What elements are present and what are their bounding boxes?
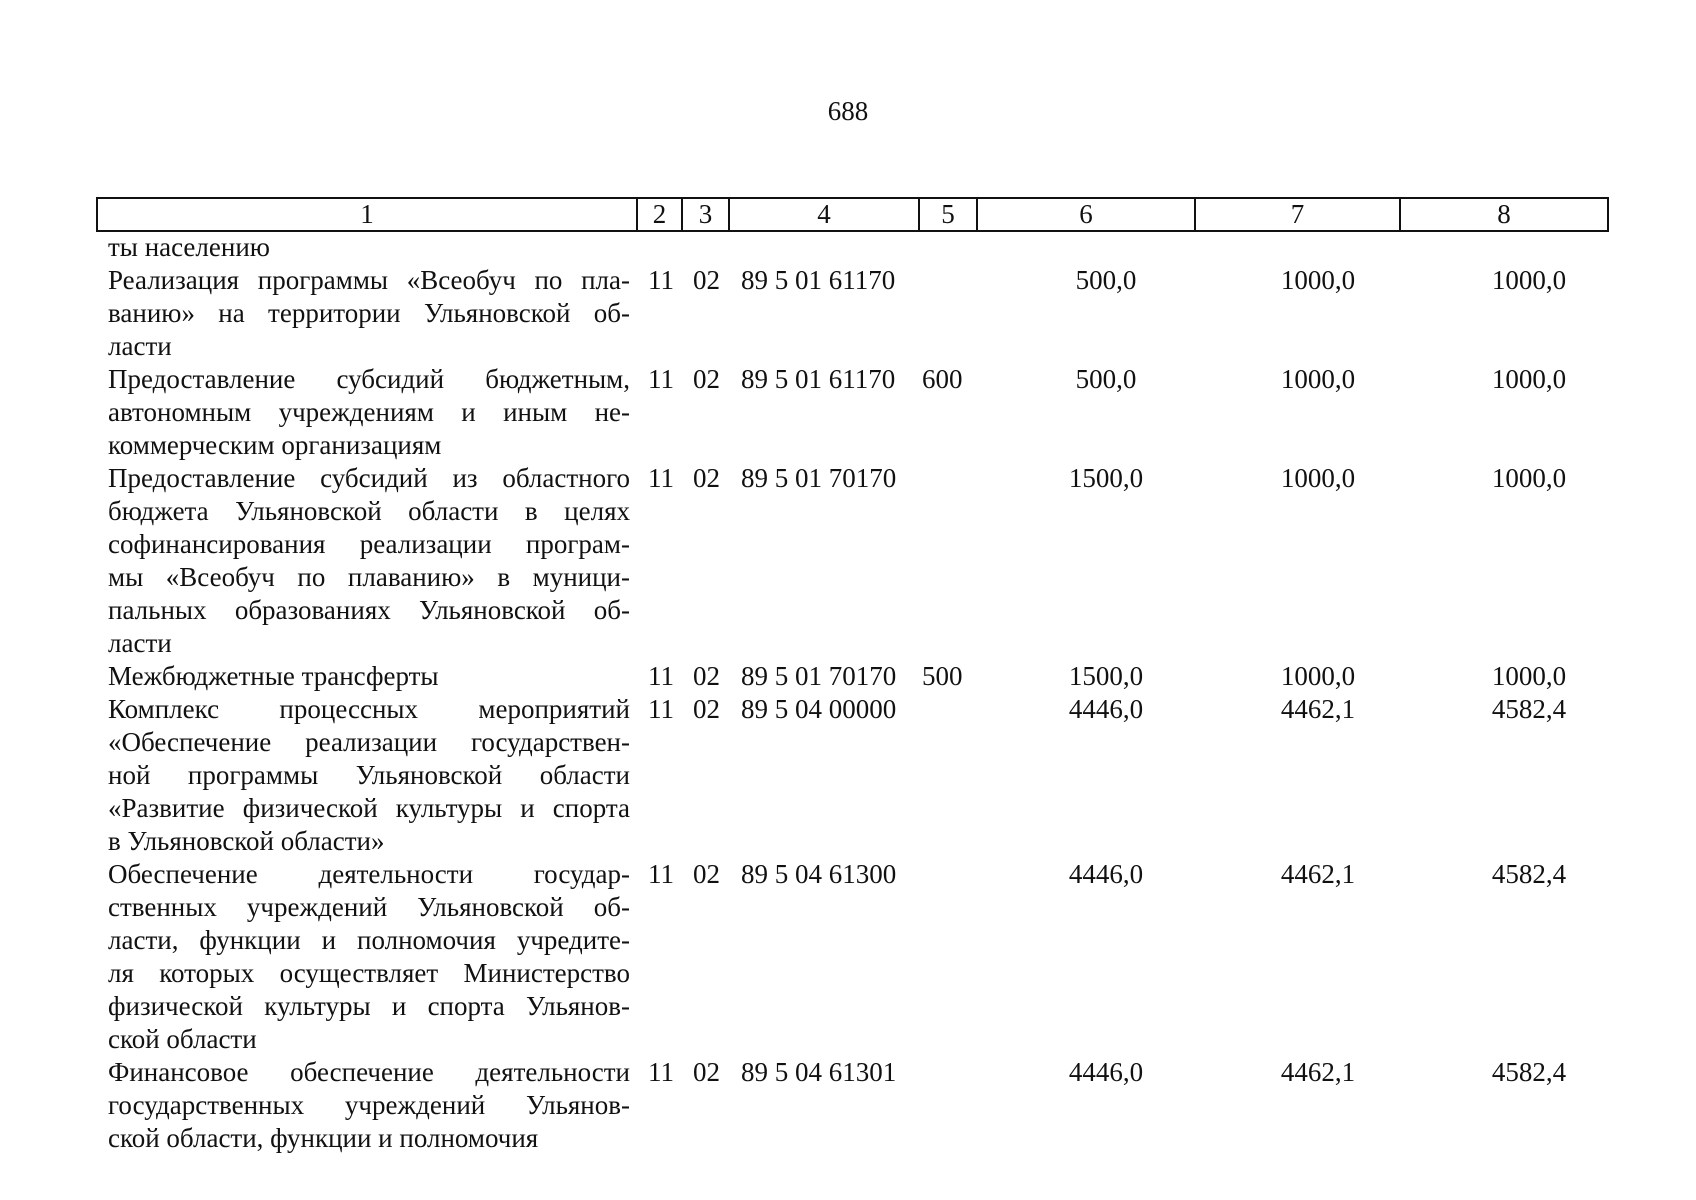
description-line: Предоставление субсидий из областного	[108, 463, 630, 493]
cell-col-3: 02	[693, 661, 720, 691]
description-line: государственных учреждений Ульянов-	[108, 1090, 630, 1120]
row-description	[108, 231, 630, 264]
cell-col-2: 11	[648, 694, 674, 724]
cell-col-7: 1000,0	[1280, 265, 1356, 295]
row-description	[108, 363, 630, 462]
cell-col-8: 1000,0	[1491, 661, 1567, 691]
table-row	[96, 660, 1607, 693]
column-header-5: 5	[919, 198, 977, 231]
description-line: «Развитие физической культуры и спорта	[108, 793, 630, 823]
description-line: пальных образованиях Ульяновской об-	[108, 595, 630, 625]
table-row	[96, 1056, 1607, 1155]
description-line: бюджета Ульяновской области в целях	[108, 496, 630, 526]
cell-col-6: 4446,0	[1068, 859, 1144, 889]
column-header-4: 4	[729, 198, 919, 231]
description-line: физической культуры и спорта Ульянов-	[108, 991, 630, 1021]
row-description	[108, 693, 630, 858]
cell-col-8: 4582,4	[1491, 859, 1567, 889]
row-description	[108, 858, 630, 1056]
description-line: Финансовое обеспечение деятельности	[108, 1057, 630, 1087]
description-line: ласти	[108, 628, 172, 658]
cell-col-6: 500,0	[1075, 265, 1137, 295]
cell-col-6: 4446,0	[1068, 1057, 1144, 1087]
description-line: мы «Всеобуч по плаванию» в муници-	[108, 562, 630, 592]
description-line: Комплекс процессных мероприятий	[108, 694, 630, 724]
column-header-1: 1	[97, 198, 637, 231]
cell-col-3: 02	[693, 265, 720, 295]
description-line: ской области, функции и полномочия	[108, 1123, 539, 1153]
cell-col-4: 89 5 01 70170	[741, 463, 897, 493]
column-header-8: 8	[1400, 198, 1608, 231]
cell-col-7: 1000,0	[1280, 661, 1356, 691]
cell-col-7: 4462,1	[1280, 859, 1356, 889]
description-line: ласти, функции и полномочия учредите-	[108, 925, 630, 955]
cell-col-7: 1000,0	[1280, 463, 1356, 493]
cell-col-7: 4462,1	[1280, 1057, 1356, 1087]
description-line: ной программы Ульяновской области	[108, 760, 630, 790]
description-line: ственных учреждений Ульяновской об-	[108, 892, 630, 922]
description-line: автономным учреждениям и иным не-	[108, 397, 630, 427]
cell-col-2: 11	[648, 265, 674, 295]
column-header-2: 2	[637, 198, 682, 231]
description-line: софинансирования реализации програм-	[108, 529, 630, 559]
cell-col-3: 02	[693, 859, 720, 889]
description-line: Межбюджетные трансферты	[108, 661, 439, 691]
table-row	[96, 231, 1607, 264]
column-header-row	[97, 198, 1608, 231]
cell-col-3: 02	[693, 463, 720, 493]
cell-col-2: 11	[648, 859, 674, 889]
column-header-6: 6	[977, 198, 1195, 231]
description-line: в Ульяновской области»	[108, 826, 385, 856]
cell-col-5: 500	[922, 661, 963, 691]
column-header-3: 3	[682, 198, 729, 231]
cell-col-4: 89 5 04 61300	[741, 859, 897, 889]
page-number: 688	[827, 96, 869, 126]
description-line: «Обеспечение реализации государствен-	[108, 727, 630, 757]
cell-col-8: 1000,0	[1491, 265, 1567, 295]
cell-col-6: 4446,0	[1068, 694, 1144, 724]
cell-col-4: 89 5 04 61301	[741, 1057, 897, 1087]
table-row	[96, 264, 1607, 363]
description-line: ванию» на территории Ульяновской об-	[108, 298, 630, 328]
description-line: ты населению	[108, 232, 270, 262]
row-description	[108, 462, 630, 660]
table-row	[96, 693, 1607, 858]
cell-col-8: 1000,0	[1491, 463, 1567, 493]
cell-col-6: 500,0	[1075, 364, 1137, 394]
budget-table-body	[96, 231, 1607, 1155]
cell-col-8: 4582,4	[1491, 694, 1567, 724]
cell-col-3: 02	[693, 364, 720, 394]
row-description	[108, 264, 630, 363]
description-line: Реализация программы «Всеобуч по пла-	[108, 265, 630, 295]
row-description	[108, 1056, 630, 1155]
column-header-7: 7	[1195, 198, 1400, 231]
description-line: ля которых осуществляет Министерство	[108, 958, 630, 988]
description-line: Предоставление субсидий бюджетным,	[108, 364, 630, 394]
description-line: ской области	[108, 1024, 257, 1054]
cell-col-6: 1500,0	[1068, 463, 1144, 493]
cell-col-3: 02	[693, 1057, 720, 1087]
cell-col-4: 89 5 01 70170	[741, 661, 897, 691]
cell-col-3: 02	[693, 694, 720, 724]
cell-col-2: 11	[648, 364, 674, 394]
cell-col-6: 1500,0	[1068, 661, 1144, 691]
description-line: коммерческим организациям	[108, 430, 442, 460]
cell-col-5: 600	[922, 364, 963, 394]
row-description	[108, 660, 630, 693]
cell-col-2: 11	[648, 463, 674, 493]
cell-col-8: 1000,0	[1491, 364, 1567, 394]
table-row	[96, 363, 1607, 462]
cell-col-4: 89 5 01 61170	[741, 265, 896, 295]
description-line: ласти	[108, 331, 172, 361]
table-row	[96, 462, 1607, 660]
description-line: Обеспечение деятельности государ-	[108, 859, 630, 889]
cell-col-7: 4462,1	[1280, 694, 1356, 724]
table-row	[96, 858, 1607, 1056]
cell-col-8: 4582,4	[1491, 1057, 1567, 1087]
cell-col-7: 1000,0	[1280, 364, 1356, 394]
column-header-table	[96, 197, 1609, 232]
cell-col-2: 11	[648, 661, 674, 691]
cell-col-4: 89 5 01 61170	[741, 364, 896, 394]
cell-col-4: 89 5 04 00000	[741, 694, 897, 724]
cell-col-2: 11	[648, 1057, 674, 1087]
